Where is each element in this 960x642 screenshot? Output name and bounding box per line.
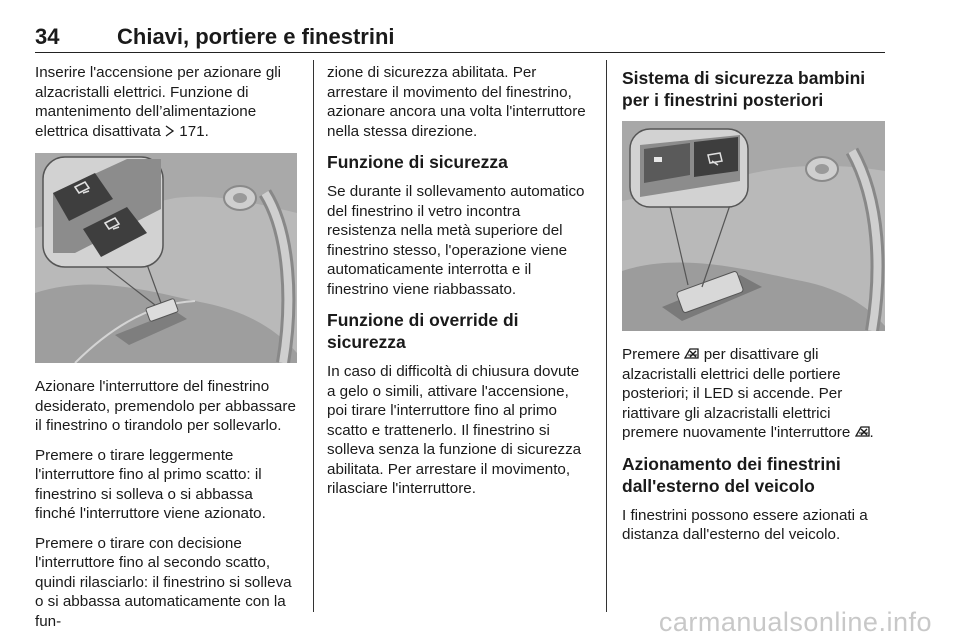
intro-paragraph: Inserire l'accensione per azionare gli alzacristalli elettrici. Funzione di mantenimento dell’alimentazione elettrica disattivata 171.: [35, 64, 282, 140]
remote-operation-paragraph: I finestrini possono essere azionati a distanza dall'esterno del veicolo.: [622, 506, 868, 543]
chapter-title: Chiavi, portiere e finestrini: [117, 24, 395, 49]
second-detent-paragraph: Premere o tirare con decisione l'interruttore fino al secondo scatto, quindi rilasciarlo: il finestrino si solleva o si abbassa automaticamente con la fun-: [35, 534, 292, 630]
reference-arrow-icon: [165, 125, 175, 137]
page-number: 34: [35, 24, 60, 49]
child-lock-window-icon: [855, 425, 870, 438]
safety-override-heading: Funzione di override di sicurezza: [327, 310, 519, 352]
page-reference[interactable]: 171.: [179, 122, 209, 140]
child-safety-heading: Sistema di sicurezza bambini per i finestrini posteriori: [622, 68, 866, 110]
child-lock-window-icon: [684, 347, 699, 360]
child-lock-switch-illustration: [622, 121, 885, 331]
continuation-paragraph: zione di sicurezza abilitata. Per arrestare il movimento del finestrino, azionare ancora una volta l'interruttore nella stessa direzione.: [327, 64, 586, 140]
page-header: [35, 24, 885, 52]
window-switch-illustration: [35, 153, 297, 363]
site-watermark: carmanualsonline.info: [658, 607, 932, 637]
safety-function-heading: Funzione di sicurezza: [327, 152, 508, 172]
column-1: [35, 63, 297, 641]
column-divider-1: [313, 60, 314, 612]
safety-override-paragraph: In caso di difficoltà di chiusura dovute a gelo o simili, attivare l'accensione, poi tirare l'interruttore fino al primo scatto e trattenerlo. Il finestrino si solleva senza la funzione di sicurezza abilitata. Per arrestare il movimento, rilasciare l'interruttore.: [327, 363, 582, 497]
remote-operation-heading: Azionamento dei finestrini dall'esterno del veicolo: [622, 453, 841, 496]
child-safety-paragraph: Premere per disattivare gli alzacristalli elettrici delle portiere posteriori; il LED si accende. Per riattivare gli alzacristalli elettrici premere nuovamente l'interruttore .: [622, 346, 874, 441]
safety-function-paragraph: Se durante il sollevamento automatico del finestrino il vetro incontra resistenza nella metà superiore del finestrino stesso, l'operazione viene automaticamente interrotta e il finestrino viene riabbassato.: [327, 183, 585, 298]
column-2: [327, 63, 589, 509]
header-divider: [35, 52, 885, 53]
first-detent-paragraph: Premere o tirare leggermente l'interruttore fino al primo scatto: il finestrino si solleva o si abbassa finché l'interruttore viene azionato.: [35, 446, 266, 522]
operation-paragraph: Azionare l'interruttore del finestrino desiderato, premendolo per abbassare il finestrino o tirandolo per sollevarlo.: [35, 378, 296, 434]
column-3: [622, 63, 885, 555]
column-divider-2: [606, 60, 607, 612]
